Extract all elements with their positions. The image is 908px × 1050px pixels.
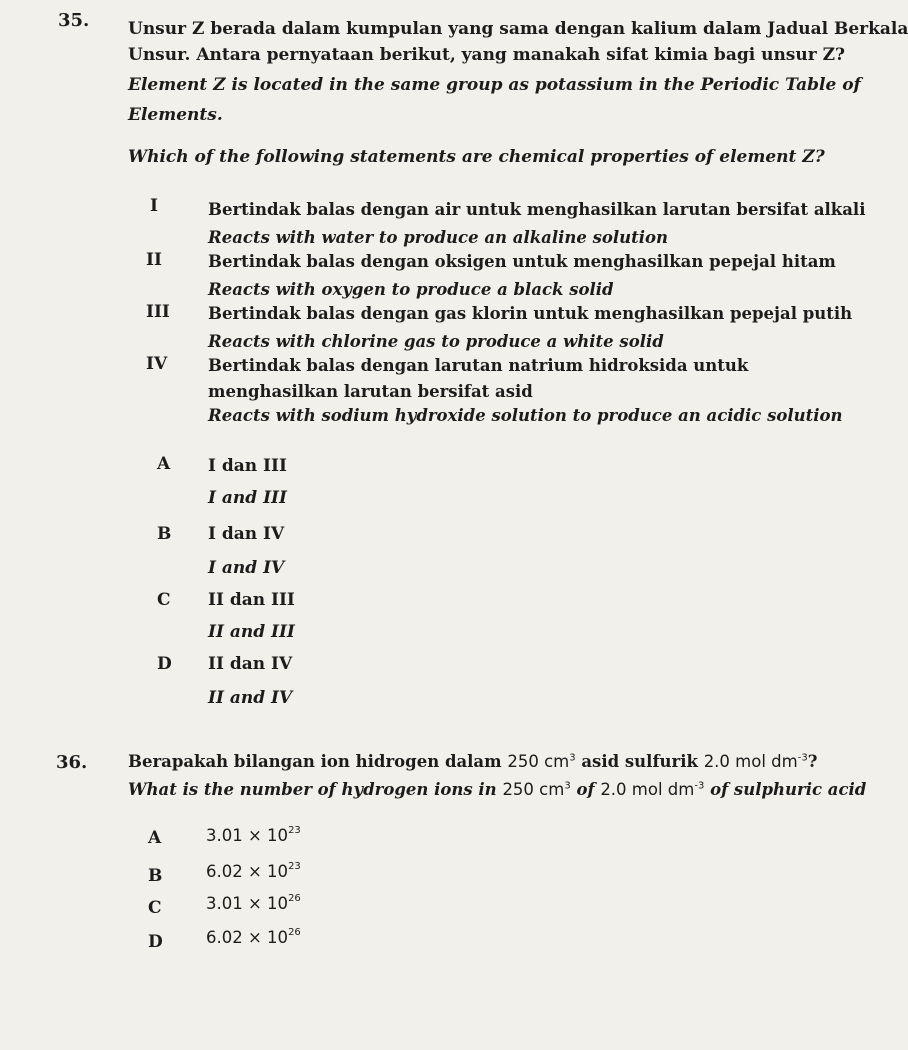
q35-option-d-letter[interactable]: D xyxy=(157,654,172,674)
q35-option-d-malay[interactable]: II dan IV xyxy=(208,654,293,674)
q35-option-c-english[interactable]: II and III xyxy=(208,622,295,642)
question-35-stem-english-line-3: Which of the following statements are chemical properties of element Z? xyxy=(128,147,825,167)
statement-iii-english: Reacts with chlorine gas to produce a white solid xyxy=(208,332,664,351)
q36-option-b-letter[interactable]: B xyxy=(148,866,163,886)
statement-ii-malay: Bertindak balas dengan oksigen untuk menghasilkan pepejal hitam xyxy=(208,252,836,271)
statement-iii-malay: Bertindak balas dengan gas klorin untuk menghasilkan pepejal putih xyxy=(208,304,853,323)
question-35-stem-english-line-2: Elements. xyxy=(128,105,223,125)
q36-option-b-value[interactable]: $6.02 \times 10^{23}$ xyxy=(206,860,301,881)
q36-option-c-letter[interactable]: C xyxy=(148,898,162,918)
statement-i-english: Reacts with water to produce an alkaline solution xyxy=(208,228,669,247)
q36-option-d-letter[interactable]: D xyxy=(148,932,163,952)
q35-option-b-malay[interactable]: I dan IV xyxy=(208,524,285,544)
q35-option-b-english[interactable]: I and IV xyxy=(208,558,285,578)
q35-option-a-malay[interactable]: I dan III xyxy=(208,456,287,476)
statement-roman-iii: III xyxy=(146,302,170,322)
statement-roman-ii: II xyxy=(146,250,162,270)
q35-option-d-english[interactable]: II and IV xyxy=(208,688,293,708)
statement-i-malay: Bertindak balas dengan air untuk menghasilkan larutan bersifat alkali xyxy=(208,200,866,219)
q36-option-a-value[interactable]: $3.01 \times 10^{23}$ xyxy=(206,824,301,845)
statement-roman-i: I xyxy=(150,196,158,216)
q35-option-c-letter[interactable]: C xyxy=(157,590,171,610)
statement-iv-malay-line-2: menghasilkan larutan bersifat asid xyxy=(208,382,533,401)
q35-option-a-english[interactable]: I and III xyxy=(208,488,287,508)
question-35-number: 35. xyxy=(58,10,90,31)
q35-option-c-malay[interactable]: II dan III xyxy=(208,590,295,610)
statement-ii-english: Reacts with oxygen to produce a black solid xyxy=(208,280,614,299)
statement-iv-english: Reacts with sodium hydroxide solution to produce an acidic solution xyxy=(208,406,843,425)
question-36-stem-english: What is the number of hydrogen ions in 250 $cm^3$ of 2.0 mol $dm^{-3}$ of sulphuric acid xyxy=(128,780,867,799)
q36-option-a-letter[interactable]: A xyxy=(148,828,162,848)
q36-option-c-value[interactable]: $3.01 \times 10^{26}$ xyxy=(206,892,301,913)
question-36-stem-malay: Berapakah bilangan ion hidrogen dalam 250 $cm^3$ asid sulfurik 2.0 mol $dm^{-3}$? xyxy=(128,752,818,771)
question-35-stem-english-line-1: Element Z is located in the same group as potassium in the Periodic Table of xyxy=(128,75,861,95)
statement-roman-iv: IV xyxy=(146,354,168,374)
question-35-stem-malay-line-2: Unsur. Antara pernyataan berikut, yang manakah sifat kimia bagi unsur Z? xyxy=(128,45,845,65)
q35-option-b-letter[interactable]: B xyxy=(157,524,172,544)
q35-option-a-letter[interactable]: A xyxy=(157,454,171,474)
question-36-number: 36. xyxy=(56,752,88,773)
statement-iv-malay-line-1: Bertindak balas dengan larutan natrium hidroksida untuk xyxy=(208,356,749,375)
question-35-stem-malay-line-1: Unsur Z berada dalam kumpulan yang sama dengan kalium dalam Jadual Berkala xyxy=(128,19,908,39)
q36-option-d-value[interactable]: $6.02 \times 10^{26}$ xyxy=(206,926,301,947)
